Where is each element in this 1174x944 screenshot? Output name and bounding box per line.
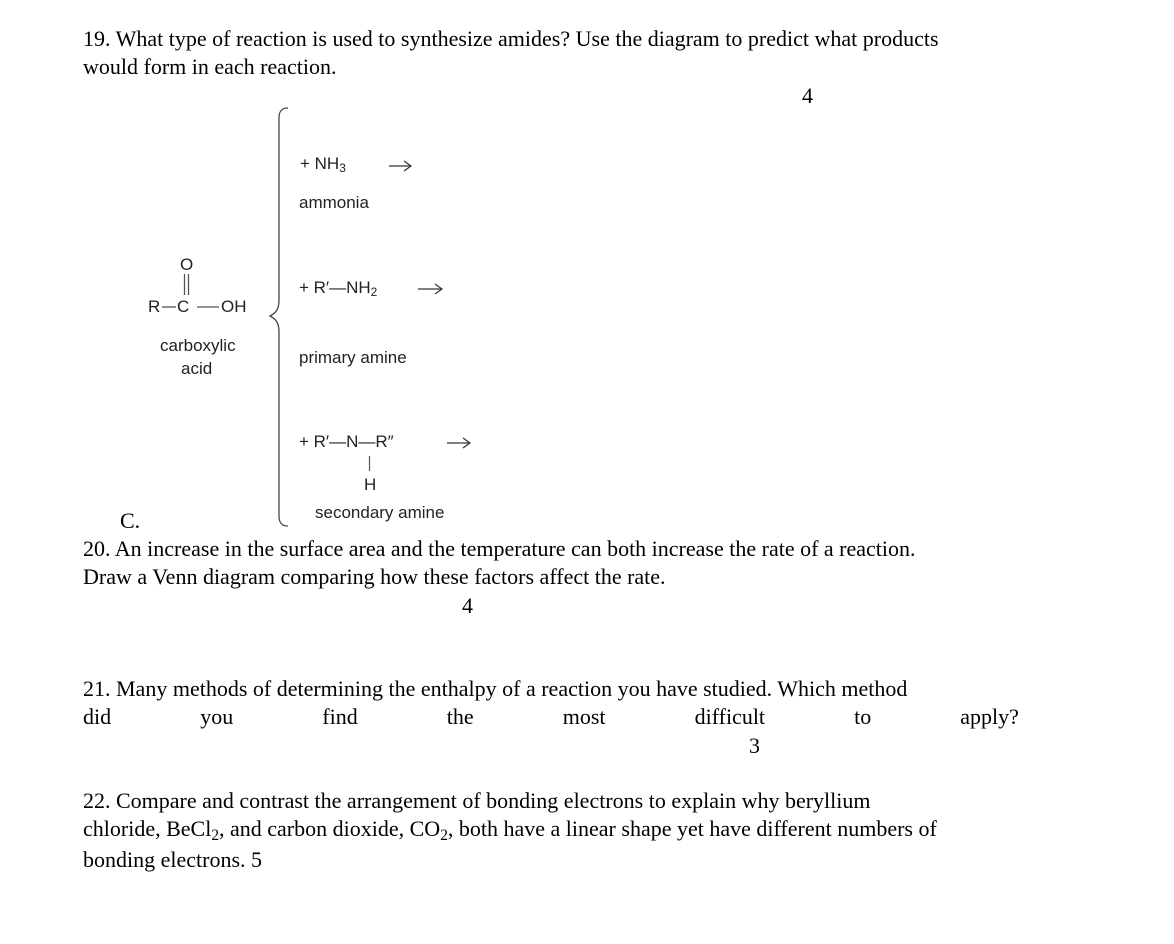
arrow-1 <box>389 161 411 171</box>
q21-word: to <box>854 704 872 729</box>
acid-oh: OH <box>221 297 247 316</box>
reagent-primary-amine-formula: + R′—NH <box>299 278 371 297</box>
reagent-secondary-amine-hydrogen: H <box>364 475 377 494</box>
q21-word: did <box>83 704 112 729</box>
q19-points: 4 <box>802 83 813 108</box>
q22-line2-part-c: , both have a linear shape yet have different numbers of <box>447 816 937 841</box>
q21-line1: 21. Many methods of determining the enthalpy of a reaction you have studied. Which method <box>83 676 908 701</box>
reagent-ammonia-label: ammonia <box>299 193 369 212</box>
reagent-ammonia <box>300 154 346 174</box>
q21-points: 3 <box>749 733 760 758</box>
reagent-primary-amine <box>299 278 377 298</box>
q22-line3: bonding electrons. 5 <box>83 847 263 872</box>
q21-word: find <box>322 704 358 729</box>
q19-line2: would form in each reaction. <box>83 54 337 79</box>
reagent-secondary-amine-label: secondary amine <box>315 503 445 522</box>
arrow-3 <box>447 438 470 448</box>
acid-label-line2: acid <box>181 359 213 378</box>
q20-line1: 20. An increase in the surface area and the temperature can both increase the rate of a reaction. <box>83 536 916 561</box>
q22-line2-part-a: chloride, BeCl <box>83 816 212 841</box>
acid-r: R <box>148 297 161 316</box>
q22-co2-subscript: 2 <box>440 826 448 844</box>
reagent-ammonia-formula: + NH <box>300 154 340 173</box>
q19-line1: 19. What type of reaction is used to synthesize amides? Use the diagram to predict what products <box>83 26 939 51</box>
q21-word: you <box>200 704 234 729</box>
q21-word: most <box>562 704 606 729</box>
reagent-primary-amine-label: primary amine <box>299 348 407 367</box>
q21-word: the <box>446 704 474 729</box>
q22-becl2-subscript: 2 <box>211 826 220 844</box>
reagent-primary-amine-subscript: 2 <box>370 284 378 299</box>
arrow-2 <box>418 284 442 294</box>
q22-line2 <box>83 815 937 843</box>
acid-carbon: C <box>177 297 190 316</box>
reagent-ammonia-subscript: 3 <box>339 160 346 175</box>
answer-c: C. <box>120 508 141 533</box>
q21-line2 <box>83 703 1019 731</box>
acid-label-line1: carboxylic <box>160 336 236 355</box>
q21-word: apply? <box>960 704 1019 729</box>
q20-points: 4 <box>462 593 473 618</box>
q20-line2: Draw a Venn diagram comparing how these factors affect the rate. <box>83 564 666 589</box>
q22-line1: 22. Compare and contrast the arrangement of bonding electrons to explain why beryllium <box>83 788 871 813</box>
left-brace <box>270 108 288 526</box>
acid-oxygen: O <box>180 255 194 274</box>
q21-word: difficult <box>694 704 766 729</box>
q22-line2-part-b: , and carbon dioxide, CO <box>219 816 441 841</box>
reagent-secondary-amine-formula: + R′—N—R″ <box>299 432 394 451</box>
